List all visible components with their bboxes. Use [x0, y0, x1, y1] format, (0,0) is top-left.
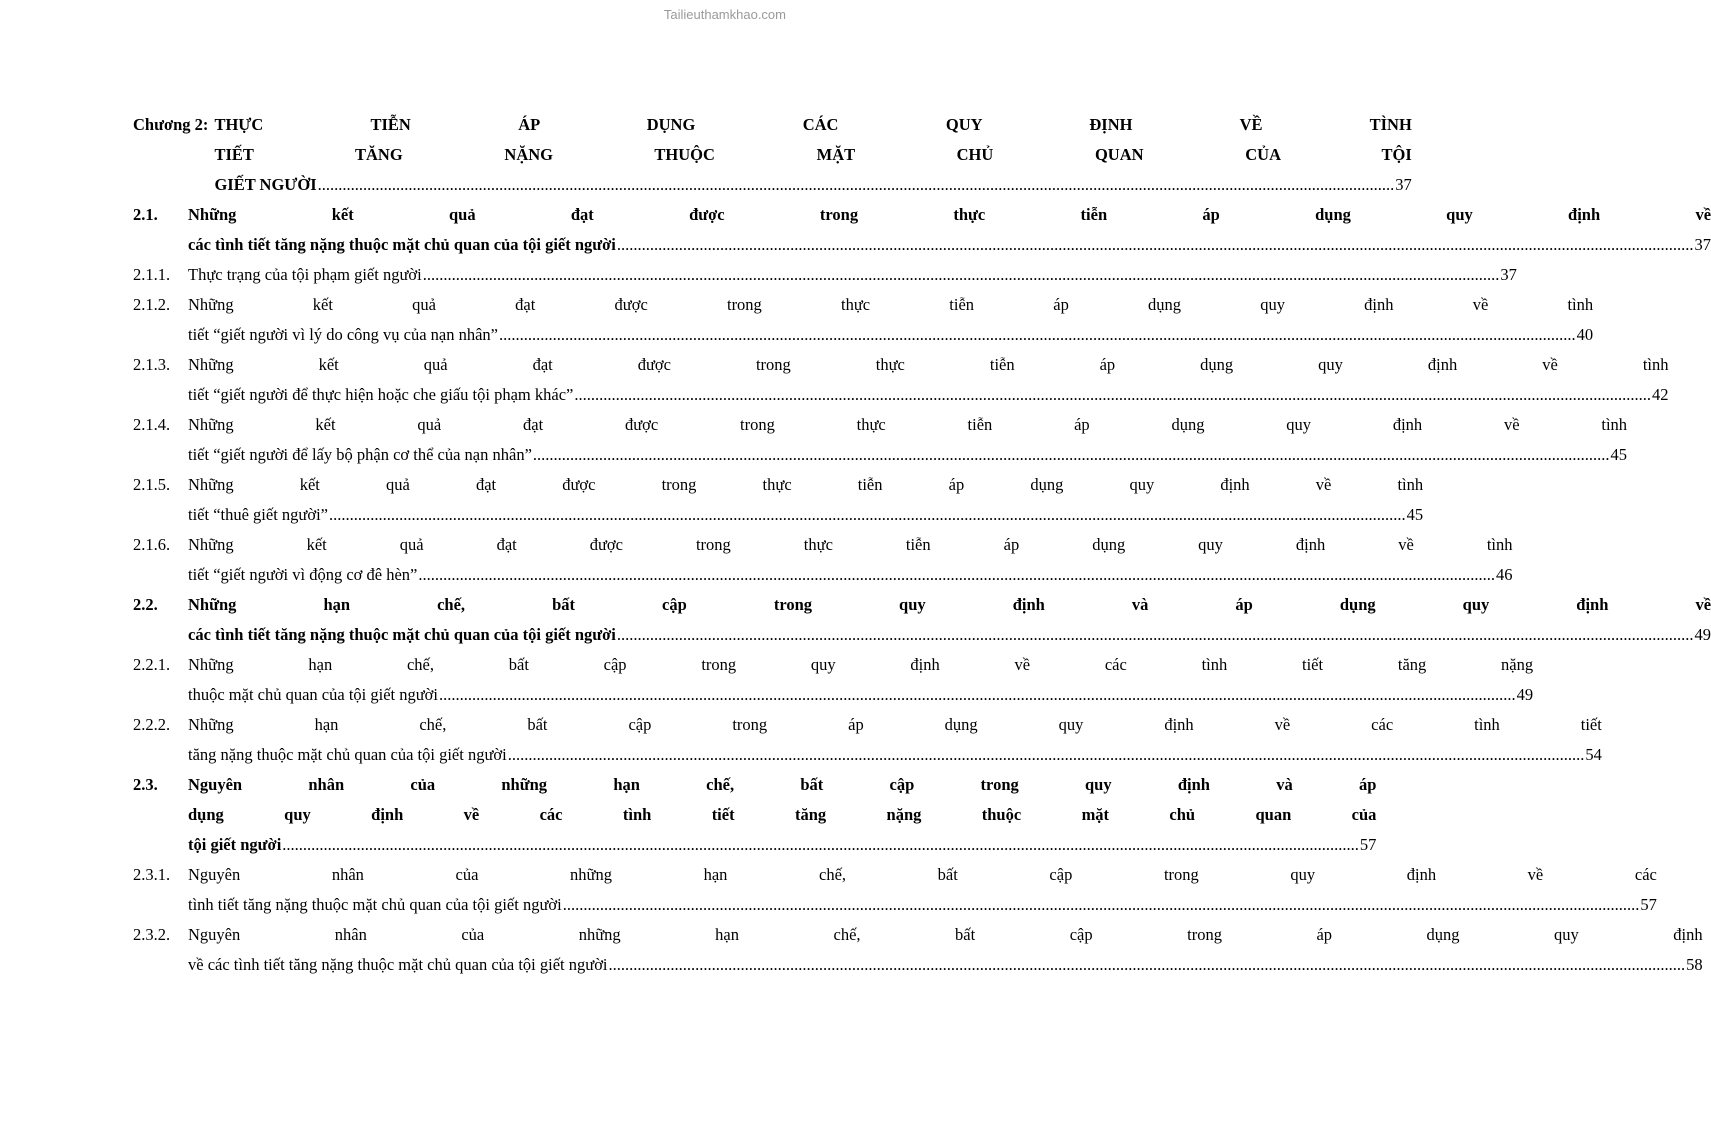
- section-number: 2.2.1.: [133, 655, 171, 674]
- dot-leader: [563, 890, 1640, 920]
- dot-leader: [574, 380, 1651, 410]
- dot-leader: [282, 830, 1359, 860]
- toc-entry[interactable]: [133, 710, 1602, 770]
- section-title-line: Nguyên nhân của những hạn chế, bất cập trong quy định về các: [188, 865, 1657, 884]
- section-number: 2.1.3.: [133, 355, 171, 374]
- section-title-last: thuộc mặt chủ quan của tội giết người: [188, 685, 438, 704]
- toc-entry[interactable]: [133, 530, 1513, 590]
- toc-entry[interactable]: [133, 650, 1534, 710]
- page-number: 45: [1610, 445, 1628, 464]
- toc-entry[interactable]: [133, 200, 1711, 260]
- toc-entry[interactable]: [133, 350, 1669, 410]
- dot-leader: [617, 230, 1694, 260]
- page-number: 49: [1694, 625, 1711, 644]
- page-number: 58: [1686, 955, 1703, 974]
- dot-leader: [423, 260, 1500, 290]
- section-title-line: Những kết quả đạt được trong thực tiễn áp dụng quy định về tình: [188, 415, 1628, 434]
- dot-leader: [533, 440, 1610, 470]
- section-number: 2.1.1.: [133, 265, 171, 284]
- section-number: 2.1.4.: [133, 415, 171, 434]
- dot-leader: [508, 740, 1585, 770]
- section-title-line: Nguyên nhân của những hạn chế, bất cập trong áp dụng quy định: [188, 925, 1703, 944]
- toc-entry[interactable]: [133, 920, 1703, 980]
- section-title-line: dụng quy định về các tình tiết tăng nặng thuộc mặt chủ quan của: [188, 805, 1377, 824]
- toc-entry[interactable]: [133, 470, 1424, 530]
- section-title-last: tình tiết tăng nặng thuộc mặt chủ quan của tội giết người: [188, 895, 562, 914]
- page-number: 49: [1516, 685, 1534, 704]
- toc-entry[interactable]: [133, 410, 1628, 470]
- page-number: 45: [1406, 505, 1424, 524]
- dot-leader: [418, 560, 1495, 590]
- section-title-line: Những kết quả đạt được trong thực tiễn áp dụng quy định về tình: [188, 295, 1594, 314]
- toc-entry[interactable]: [133, 260, 1517, 290]
- toc-entries: [133, 200, 1711, 980]
- section-title: [188, 290, 1593, 350]
- section-title-line: Những hạn chế, bất cập trong quy định về các tình tiết tăng nặng: [188, 655, 1534, 674]
- chapter-title-last: GIẾT NGƯỜI: [214, 175, 317, 194]
- toc-entry[interactable]: [133, 860, 1657, 920]
- section-title-line: Những hạn chế, bất cập trong áp dụng quy định về các tình tiết: [188, 715, 1602, 734]
- section-title-line: Những kết quả đạt được trong thực tiễn áp dụng quy định về: [188, 205, 1711, 224]
- dot-leader: [609, 950, 1686, 980]
- section-title-last: tiết “giết người vì động cơ đê hèn”: [188, 565, 418, 584]
- section-title-last: tiết “giết người vì lý do công vụ của nạn nhân”: [188, 325, 499, 344]
- section-number: 2.3.1.: [133, 865, 171, 884]
- toc-entry[interactable]: [133, 290, 1594, 350]
- page-number: 37: [1395, 175, 1412, 194]
- toc-entry[interactable]: [133, 770, 1377, 860]
- section-number: 2.2.: [133, 595, 158, 614]
- section-title: [188, 470, 1423, 530]
- section-title-last: tăng nặng thuộc mặt chủ quan của tội giết người: [188, 745, 507, 764]
- chapter-label: Chương 2:: [133, 115, 209, 134]
- page-number: 37: [1694, 235, 1711, 254]
- section-title-line: Những kết quả đạt được trong thực tiễn áp dụng quy định về tình: [188, 355, 1669, 374]
- dot-leader: [439, 680, 1516, 710]
- section-title: [188, 920, 1703, 980]
- page-number: 42: [1651, 385, 1669, 404]
- section-number: 2.1.2.: [133, 295, 171, 314]
- section-title-last: tiết “giết người để lấy bộ phận cơ thể của nạn nhân”: [188, 445, 532, 464]
- section-number: 2.1.: [133, 205, 158, 224]
- section-number: 2.2.2.: [133, 715, 171, 734]
- page-number: 57: [1359, 835, 1377, 854]
- section-title-last: các tình tiết tăng nặng thuộc mặt chủ quan của tội giết người: [188, 625, 616, 644]
- section-title-last: các tình tiết tăng nặng thuộc mặt chủ quan của tội giết người: [188, 235, 616, 254]
- section-title-line: Những kết quả đạt được trong thực tiễn áp dụng quy định về tình: [188, 535, 1513, 554]
- section-title: [188, 710, 1602, 770]
- section-number: 2.3.: [133, 775, 158, 794]
- section-title: [188, 260, 1517, 290]
- section-title-last: tiết “giết người để thực hiện hoặc che giấu tội phạm khác”: [188, 385, 574, 404]
- page-number: 46: [1496, 565, 1513, 584]
- chapter-title: [214, 110, 1411, 200]
- section-title: [188, 770, 1376, 860]
- section-title-last: về các tình tiết tăng nặng thuộc mặt chủ quan của tội giết người: [188, 955, 608, 974]
- section-title: [188, 860, 1657, 920]
- dot-leader: [617, 620, 1694, 650]
- section-title: [188, 650, 1533, 710]
- watermark: Tailieuthamkhao.com: [663, 7, 786, 22]
- section-title: [188, 200, 1711, 260]
- page-number: 54: [1585, 745, 1602, 764]
- page-number: 40: [1576, 325, 1594, 344]
- chapter-title-line: THỰC TIỄN ÁP DỤNG CÁC QUY ĐỊNH VỀ TÌNH: [214, 115, 1412, 134]
- section-title-line: Những hạn chế, bất cập trong quy định và áp dụng quy định về: [188, 595, 1711, 614]
- section-title-last: Thực trạng của tội phạm giết người: [188, 265, 422, 284]
- dot-leader: [499, 320, 1576, 350]
- chapter-title-line: TIẾT TĂNG NẶNG THUỘC MẶT CHỦ QUAN CỦA TỘI: [214, 145, 1412, 164]
- toc-chapter-2[interactable]: [133, 110, 1412, 200]
- table-of-contents: [133, 110, 1711, 980]
- page-number: 37: [1500, 265, 1517, 284]
- page-number: 57: [1640, 895, 1657, 914]
- toc-entry[interactable]: [133, 590, 1711, 650]
- section-title: [188, 590, 1711, 650]
- dot-leader: [329, 500, 1406, 530]
- dot-leader: [318, 170, 1395, 200]
- section-title: [188, 530, 1513, 590]
- section-title: [188, 350, 1668, 410]
- section-number: 2.1.6.: [133, 535, 171, 554]
- section-title-line: Những kết quả đạt được trong thực tiễn áp dụng quy định về tình: [188, 475, 1424, 494]
- section-title-last: tội giết người: [188, 835, 282, 854]
- section-title-last: tiết “thuê giết người”: [188, 505, 329, 524]
- section-title: [188, 410, 1627, 470]
- section-title-line: Nguyên nhân của những hạn chế, bất cập trong quy định và áp: [188, 775, 1377, 794]
- section-number: 2.3.2.: [133, 925, 171, 944]
- section-number: 2.1.5.: [133, 475, 171, 494]
